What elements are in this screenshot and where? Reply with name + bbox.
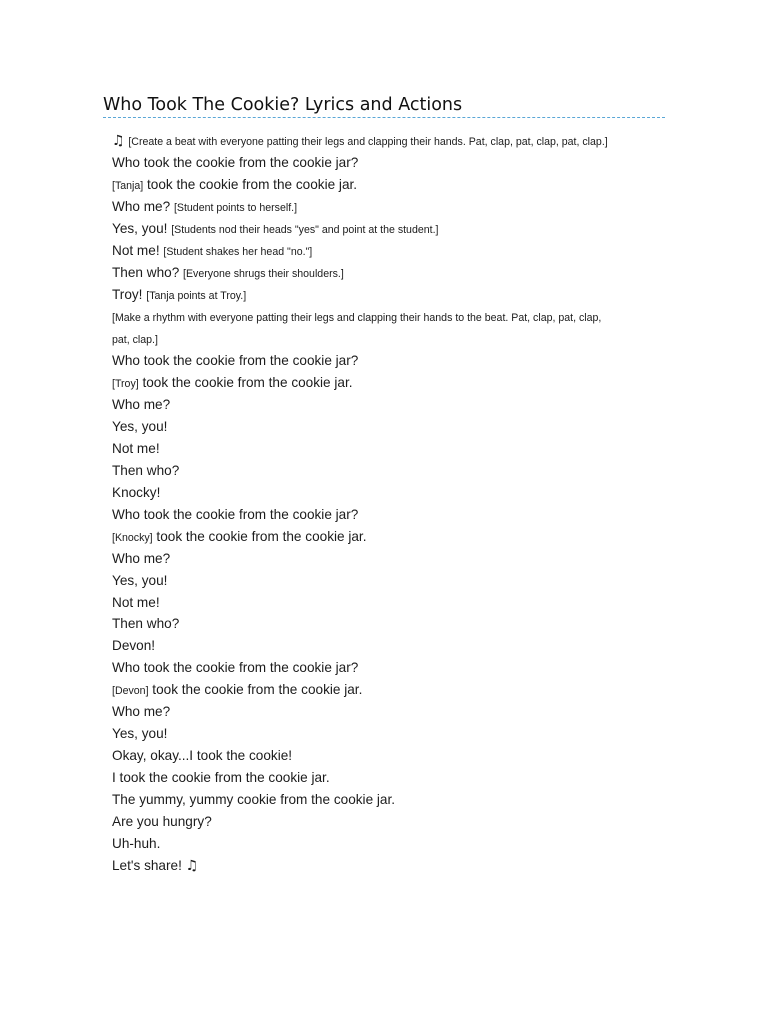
- lyric-line: [112, 240, 672, 262]
- lyric-text: Not me!: [112, 242, 164, 258]
- lyric-text: Yes, you!: [112, 220, 172, 236]
- name-tag: [Tanja]: [112, 179, 144, 192]
- lyric-line: [112, 526, 672, 548]
- name-tag: [Devon]: [112, 685, 149, 698]
- lyric-line: Not me!: [112, 594, 160, 610]
- lyrics-body: [112, 130, 672, 877]
- name-tag: [Knocky]: [112, 531, 153, 544]
- lyric-line: Who me?: [112, 550, 171, 566]
- title-dashed-underline: [103, 117, 665, 118]
- document-title: Who Took The Cookie? Lyrics and Actions: [103, 95, 463, 115]
- lyric-text: took the cookie from the cookie jar.: [148, 682, 363, 698]
- lyric-line: [112, 328, 672, 350]
- lyric-text: took the cookie from the cookie jar.: [152, 528, 367, 544]
- lyric-line: [112, 130, 672, 152]
- lyric-line: Who took the cookie from the cookie jar?: [112, 660, 359, 676]
- lyric-line: The yummy, yummy cookie from the cookie jar.: [112, 791, 396, 807]
- lyric-line: Uh-huh.: [112, 835, 161, 851]
- action-instruction: [Create a beat with everyone patting their legs and clapping their hands. Pat, clap, pat, clap, pat, clap.]: [128, 136, 608, 148]
- lyric-line: Who me?: [112, 704, 171, 720]
- lyric-line: Knocky!: [112, 484, 161, 500]
- lyric-line: Yes, you!: [112, 419, 168, 435]
- lyric-line: I took the cookie from the cookie jar.: [112, 770, 330, 786]
- lyric-line: Who took the cookie from the cookie jar?: [112, 154, 359, 170]
- action-instruction: [Everyone shrugs their shoulders.]: [183, 267, 344, 280]
- lyric-text: took the cookie from the cookie jar.: [138, 375, 353, 391]
- lyric-line: Okay, okay...I took the cookie!: [112, 748, 293, 764]
- lyric-line: Are you hungry?: [112, 813, 212, 829]
- lyric-text: took the cookie from the cookie jar.: [143, 176, 358, 192]
- lyric-line: [112, 262, 672, 284]
- lyric-line: [112, 306, 672, 329]
- lyric-line: [112, 855, 672, 877]
- lyric-line: Devon!: [112, 638, 156, 654]
- action-instruction: [Tanja points at Troy.]: [146, 289, 247, 302]
- lyric-text: Let's share!: [112, 857, 186, 873]
- lyric-line: [112, 174, 672, 196]
- music-note-icon: ♫: [112, 133, 125, 149]
- lyric-line: Yes, you!: [112, 572, 168, 588]
- title-block: [103, 94, 665, 118]
- action-instruction: [Student shakes her head "no."]: [163, 245, 313, 258]
- lyric-line: Yes, you!: [112, 726, 168, 742]
- lyric-line: [112, 284, 672, 306]
- action-instruction: pat, clap.]: [112, 334, 158, 347]
- lyric-line: Who took the cookie from the cookie jar?: [112, 353, 359, 369]
- lyric-line: [112, 372, 672, 394]
- lyric-line: [112, 679, 672, 701]
- lyric-text: Then who?: [112, 264, 184, 280]
- lyric-line: [112, 196, 672, 218]
- lyric-line: Then who?: [112, 462, 180, 478]
- lyric-line: Not me!: [112, 440, 160, 456]
- lyric-line: [112, 218, 672, 240]
- lyric-text: Who me?: [112, 198, 174, 214]
- action-instruction: [Make a rhythm with everyone patting their legs and clapping their hands to the beat. Pat, clap, pat, clap,: [112, 311, 602, 324]
- music-note-icon: ♫: [185, 857, 199, 874]
- action-instruction: [Students nod their heads "yes" and point at the student.]: [171, 223, 439, 236]
- action-instruction: [Student points to herself.]: [173, 201, 298, 214]
- lyric-line: Who took the cookie from the cookie jar?: [112, 506, 359, 522]
- lyric-text: Troy!: [112, 286, 147, 302]
- name-tag: [Troy]: [112, 378, 139, 391]
- lyric-line: Then who?: [112, 616, 180, 632]
- lyric-line: Who me?: [112, 397, 171, 413]
